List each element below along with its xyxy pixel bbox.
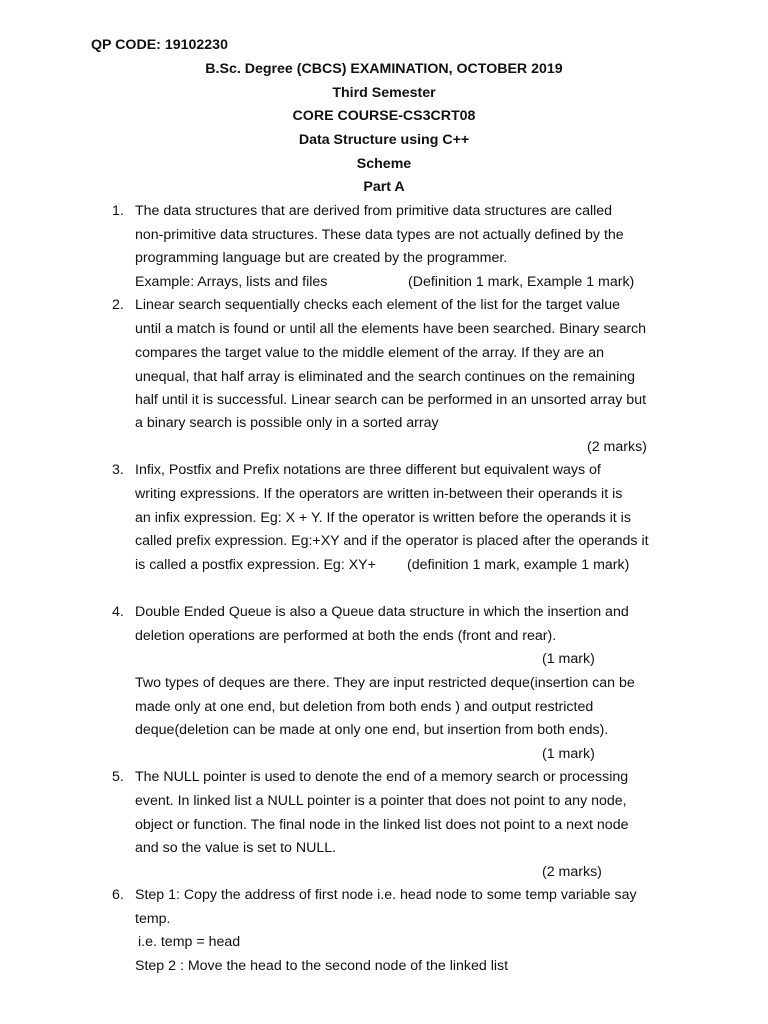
answer-6-number: 6. — [112, 887, 124, 903]
answer-6-line: Step 1: Copy the address of first node i.e. head node to some temp variable say — [135, 887, 637, 903]
answer-4-line: Two types of deques are there. They are input restricted deque(insertion can be — [135, 675, 635, 691]
answer-3-number: 3. — [112, 462, 124, 478]
answer-2-line: Linear search sequentially checks each element of the list for the target value — [135, 297, 621, 313]
answer-6-line: Step 2 : Move the head to the second node of the linked list — [135, 958, 509, 974]
answer-5-line: event. In linked list a NULL pointer is a pointer that does not point to any node, — [135, 793, 627, 809]
answer-4-line: deletion operations are performed at both the ends (front and rear). — [135, 628, 557, 644]
answer-5-line: and so the value is set to NULL. — [135, 840, 337, 856]
answer-2-line: compares the target value to the middle element of the array. If they are an — [135, 345, 604, 361]
answer-5-line: The NULL pointer is used to denote the end of a memory search or processing — [135, 769, 629, 785]
answer-2-line: a binary search is possible only in a sorted array — [135, 415, 439, 431]
answer-2-line: half until it is successful. Linear search can be performed in an unsorted array but — [135, 392, 647, 408]
answer-4-marks: (1 mark) — [542, 746, 595, 762]
answer-1-line: The data structures that are derived from primitive data structures are called — [135, 203, 613, 219]
answer-2-marks: (2 marks) — [587, 439, 647, 455]
answer-1-number: 1. — [112, 203, 124, 219]
subject-title: Data Structure using C++ — [298, 132, 470, 148]
answer-1-example: Example: Arrays, lists and files — [135, 274, 328, 290]
answer-2-line: unequal, that half array is eliminated and the search continues on the remaining — [135, 369, 636, 385]
part-title: Part A — [363, 179, 405, 195]
answer-4-number: 4. — [112, 604, 124, 620]
answer-1-marks: (Definition 1 mark, Example 1 mark) — [408, 274, 635, 290]
answer-3-line: Infix, Postfix and Prefix notations are three different but equivalent ways of — [135, 462, 601, 478]
answer-5-line: object or function. The final node in the linked list does not point to a next node — [135, 817, 629, 833]
answer-5-number: 5. — [112, 769, 124, 785]
answer-2-line: until a match is found or until all the elements have been searched. Binary search — [135, 321, 647, 337]
answer-3-marks: (definition 1 mark, example 1 mark) — [407, 557, 630, 573]
answer-1-line: programming language but are created by the programmer. — [135, 250, 508, 266]
answer-3-line: an infix expression. Eg: X + Y. If the operator is written before the operands it is — [135, 510, 631, 526]
answer-6-line: i.e. temp = head — [138, 934, 241, 950]
semester: Third Semester — [332, 85, 436, 101]
answer-5-marks: (2 marks) — [542, 864, 602, 880]
answer-2-number: 2. — [112, 297, 124, 313]
answer-4-line: deque(deletion can be made at only one end, but insertion from both ends). — [135, 722, 609, 738]
answer-6-line: temp. — [135, 911, 171, 927]
qp-code: QP CODE: 19102230 — [91, 37, 228, 53]
answer-4-line: Double Ended Queue is also a Queue data structure in which the insertion and — [135, 604, 629, 620]
answer-1-line: non-primitive data structures. These data types are not actually defined by the — [135, 227, 624, 243]
scheme-title: Scheme — [356, 156, 412, 172]
exam-title: B.Sc. Degree (CBCS) EXAMINATION, OCTOBER 2019 — [205, 61, 563, 77]
answer-3-line: is called a postfix expression. Eg: XY+ — [135, 557, 376, 573]
answer-3-line: writing expressions. If the operators are written in-between their operands it is — [135, 486, 623, 502]
answer-4-line: made only at one end, but deletion from both ends ) and output restricted — [135, 699, 594, 715]
course-code: CORE COURSE-CS3CRT08 — [292, 108, 476, 124]
answer-4-marks: (1 mark) — [542, 651, 595, 667]
answer-3-line: called prefix expression. Eg:+XY and if the operator is placed after the operands it — [135, 533, 649, 549]
